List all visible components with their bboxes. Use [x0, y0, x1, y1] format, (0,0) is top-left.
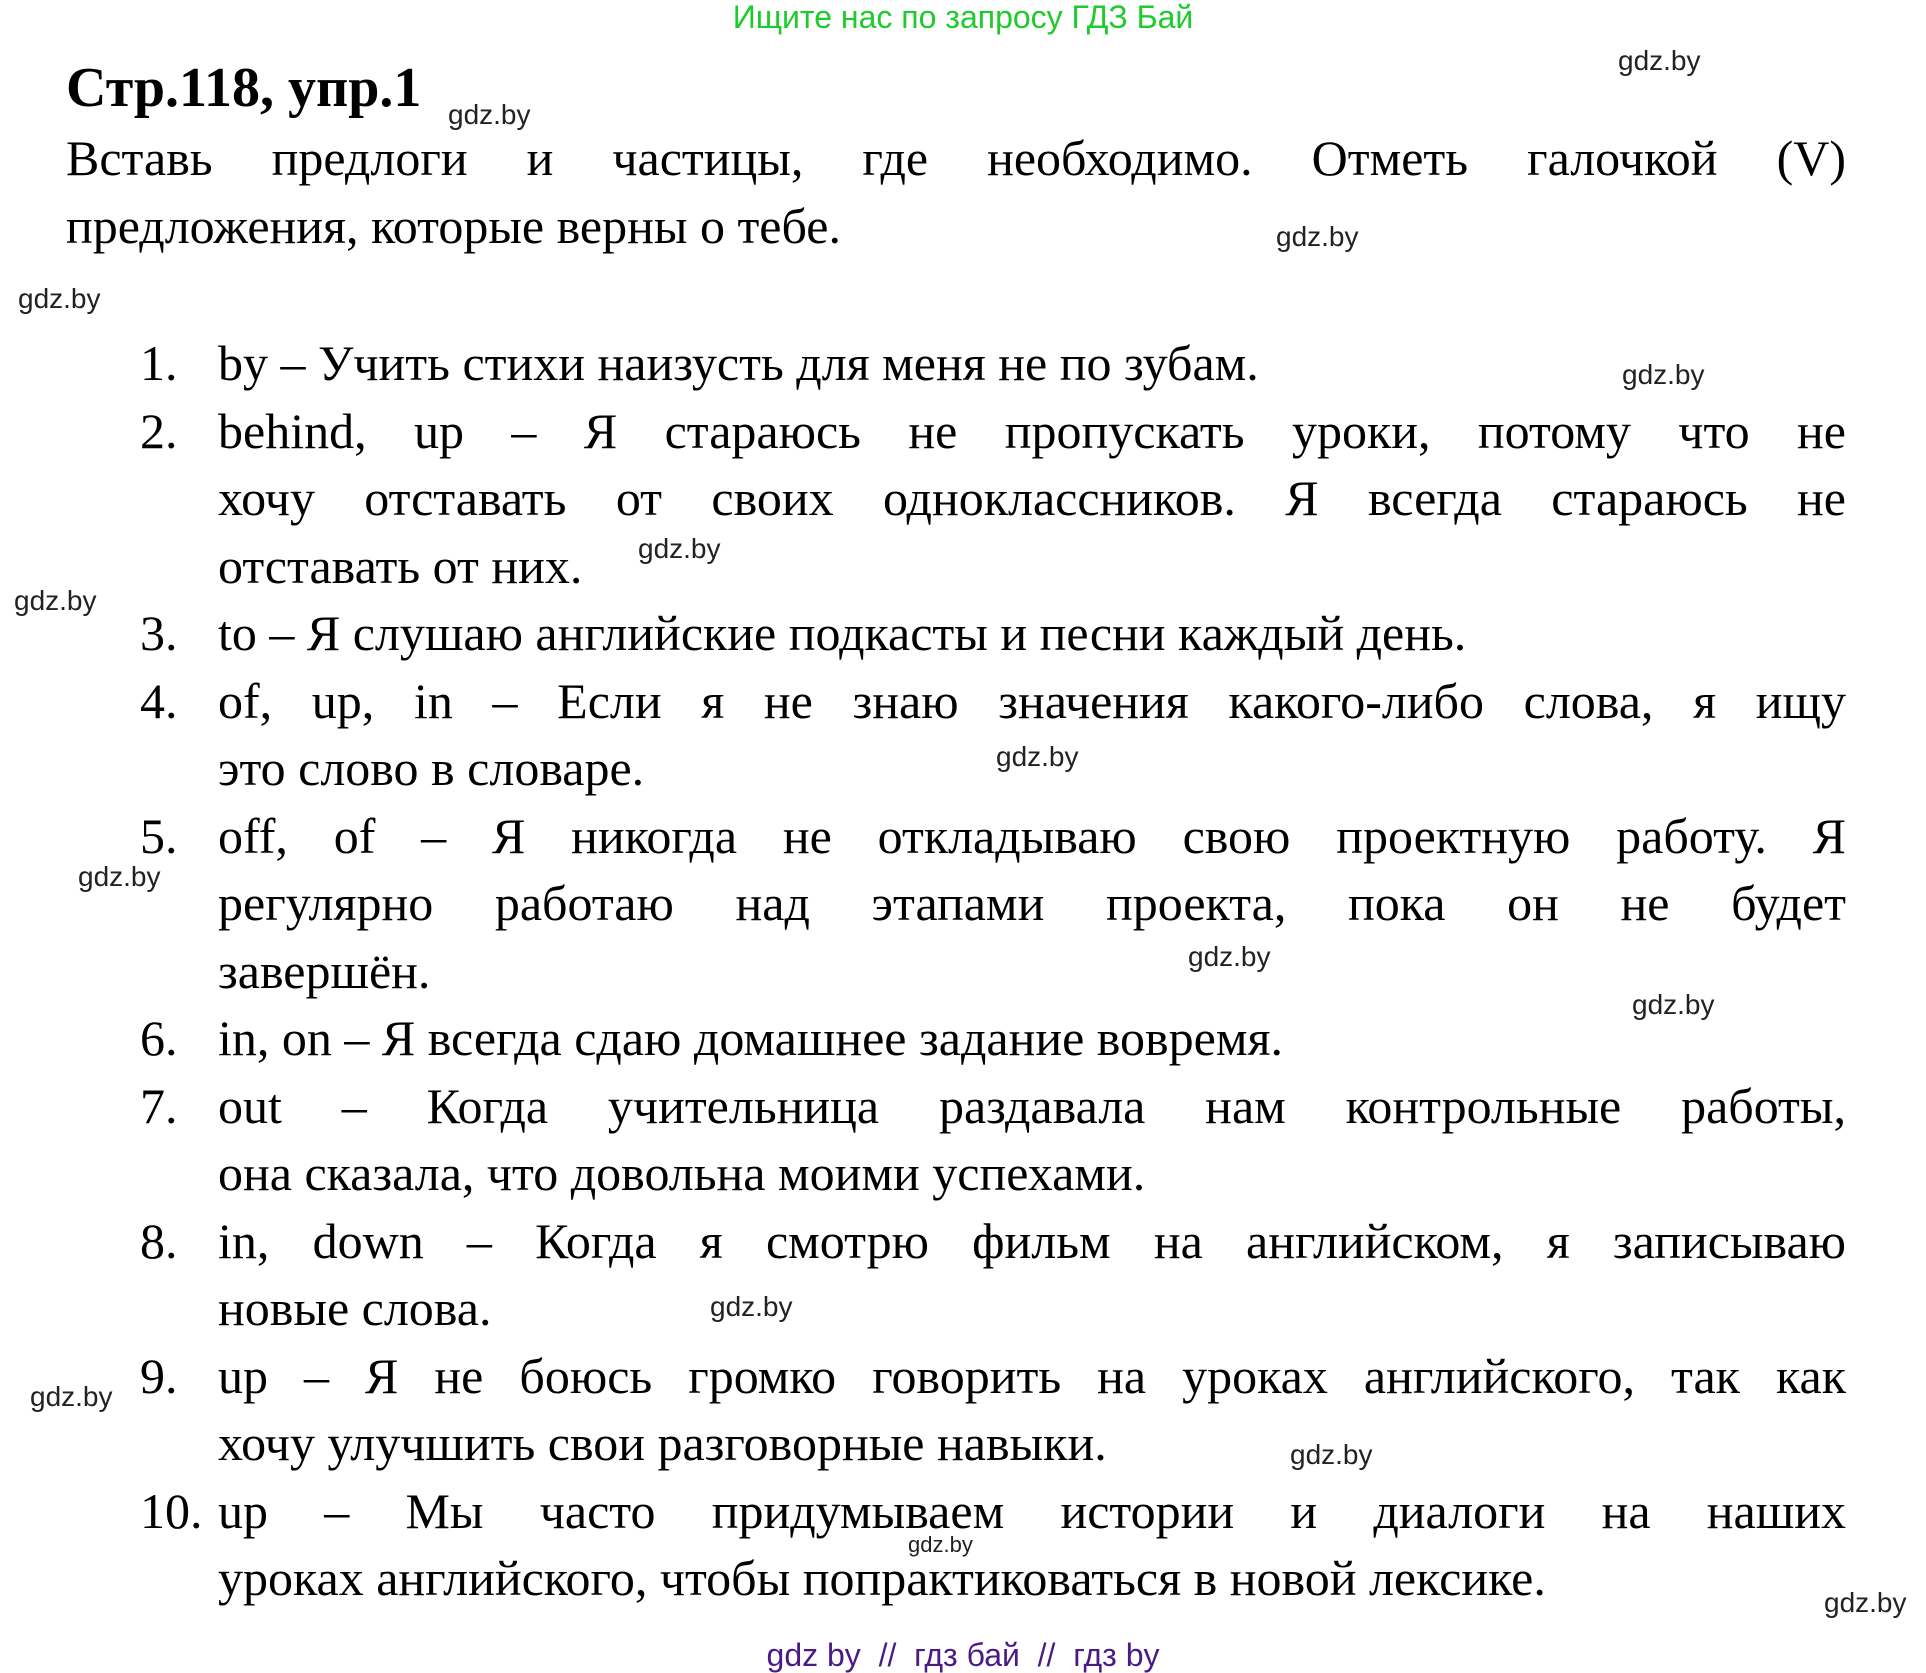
watermark: gdz.by [18, 283, 101, 314]
item-line: отставать от них. [218, 537, 583, 594]
item-number: 1. [140, 335, 178, 391]
item-line: она сказала, что довольна моими успехами. [218, 1145, 1146, 1201]
watermark: gdz.by [14, 585, 97, 616]
item-line: behind, up – Я стараюсь не пропускать уроки, потому что не [218, 402, 1846, 459]
list-item [140, 668, 1846, 803]
list-item [140, 330, 1846, 398]
item-number: 2. [140, 402, 178, 459]
item-line: up – Я не боюсь громко говорить на уроках английского, так как [218, 1347, 1846, 1404]
item-number: 8. [140, 1212, 178, 1269]
instruction-line-2: предложения, которые верны о тебе. [66, 198, 841, 254]
answer-list [140, 330, 1846, 1613]
list-item [140, 1073, 1846, 1208]
item-number: 3. [140, 605, 178, 661]
item-line: уроках английского, чтобы попрактиковаться в новой лексике. [218, 1550, 1546, 1606]
watermark: gdz.by [1632, 989, 1715, 1020]
list-item [140, 1343, 1846, 1478]
watermark: gdz.by [1622, 359, 1705, 390]
instruction-line-1: Вставь предлоги и частицы, где необходимо. Отметь галочкой (V) [66, 130, 1846, 186]
list-item [140, 398, 1846, 601]
instruction-text [66, 124, 1846, 260]
item-line: in, down – Когда я смотрю фильм на английском, я записываю [218, 1212, 1846, 1269]
watermark: gdz.by [448, 99, 531, 130]
item-number: 10. [140, 1482, 203, 1539]
item-line: регулярно работаю над этапами проекта, пока он не будет [218, 875, 1846, 931]
list-item [140, 803, 1846, 1006]
page-title: Стр.118, упр.1 [66, 57, 422, 119]
item-line: хочу отставать от своих одноклассников. Я всегда стараюсь не [218, 470, 1846, 526]
item-number: 6. [140, 1010, 178, 1066]
item-line: of, up, in – Если я не знаю значения какого-либо слова, я ищу [218, 672, 1846, 729]
item-line: to – Я слушаю английские подкасты и песни каждый день. [218, 605, 1467, 661]
item-number: 5. [140, 807, 178, 864]
item-number: 4. [140, 672, 178, 729]
watermark: gdz.by [1290, 1439, 1373, 1470]
watermark: gdz.by [710, 1291, 793, 1322]
watermark: gdz.by [1188, 941, 1271, 972]
item-line: завершён. [218, 942, 431, 999]
watermark: gdz.by [1618, 45, 1701, 76]
list-item [140, 1208, 1846, 1343]
list-item [140, 600, 1846, 668]
item-line: up – Мы часто придумываем истории и диалоги на наших [218, 1482, 1846, 1539]
item-line: out – Когда учительница раздавала нам контрольные работы, [218, 1077, 1846, 1134]
watermark: gdz.by [78, 861, 161, 892]
search-banner: Ищите нас по запросу ГДЗ Бай [732, 0, 1194, 35]
footer-brand: gdz by // гдз бай // гдз by [766, 1637, 1160, 1673]
list-item [140, 1478, 1846, 1613]
item-line: хочу улучшить свои разговорные навыки. [218, 1415, 1107, 1471]
item-line: by – Учить стихи наизусть для меня не по зубам. [218, 335, 1259, 391]
item-line: это слово в словаре. [218, 740, 645, 796]
item-number: 9. [140, 1347, 178, 1404]
watermark: gdz.by [638, 533, 721, 564]
watermark: gdz.by [908, 1532, 973, 1557]
watermark: gdz.by [996, 741, 1079, 772]
item-line: in, on – Я всегда сдаю домашнее задание вовремя. [218, 1010, 1283, 1066]
item-number: 7. [140, 1077, 178, 1134]
watermark: gdz.by [30, 1381, 113, 1412]
item-line: off, of – Я никогда не откладываю свою проектную работу. Я [218, 807, 1846, 864]
watermark: gdz.by [1276, 221, 1359, 252]
watermark: gdz.by [1824, 1587, 1907, 1618]
list-item [140, 1005, 1846, 1073]
item-line: новые слова. [218, 1280, 492, 1336]
